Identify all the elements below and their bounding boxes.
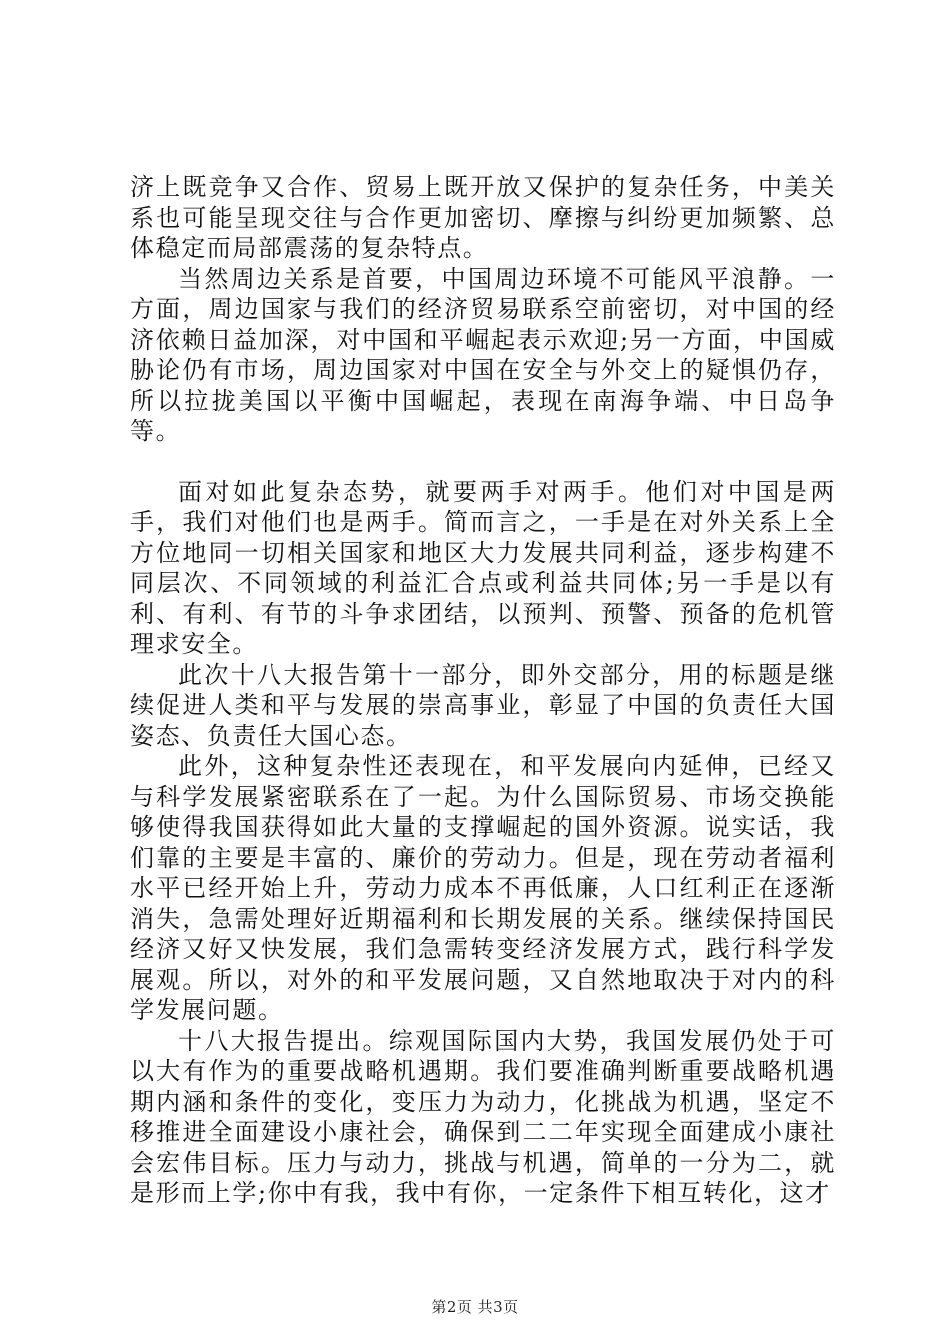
paragraph-6: 十八大报告提出。综观国际国内大势，我国发展仍处于可以大有作为的重要战略机遇期。我们要准确判断重要战略机遇期内涵和条件的变化，变压力为动力，化挑战为机遇，坚定不移推进全面建设小康社会，确保到二二年实现全面建成小康社会宏伟目标。压力与动力，挑战与机遇，简单的一分为二，就是形而上学;你中有我，我中有你，一定条件下相互转化，这才	[130, 1026, 836, 1207]
paragraph-5: 此外，这种复杂性还表现在，和平发展向内延伸，已经又与科学发展紧密联系在了一起。为什么国际贸易、市场交换能够使得我国获得如此大量的支撑崛起的国外资源。说实话，我们靠的主要是丰富的、廉价的劳动力。但是，现在劳动者福利水平已经开始上升，劳动力成本不再低廉，人口红利正在逐渐消失，急需处理好近期福利和长期发展的关系。继续保持国民经济又好又快发展，我们急需转变经济发展方式，践行科学发展观。所以，对外的和平发展问题，又自然地取决于对内的科学发展问题。	[130, 752, 836, 1024]
paragraph-2: 当然周边关系是首要，中国周边环境不可能风平浪静。一方面，周边国家与我们的经济贸易联系空前密切，对中国的经济依赖日益加深，对中国和平崛起表示欢迎;另一方面，中国威胁论仍有市场，周边国家对中国在安全与外交上的疑惧仍存，所以拉拢美国以平衡中国崛起，表现在南海争端、中日岛争等。	[130, 264, 836, 445]
paragraph-3: 面对如此复杂态势，就要两手对两手。他们对中国是两手，我们对他们也是两手。简而言之，一手是在对外关系上全方位地同一切相关国家和地区大力发展共同利益，逐步构建不同层次、不同领域的利益汇合点或利益共同体;另一手是以有利、有利、有节的斗争求团结，以预判、预警、预备的危机管理求安全。	[130, 477, 836, 658]
paragraph-1: 济上既竞争又合作、贸易上既开放又保护的复杂任务，中美关系也可能呈现交往与合作更加密切、摩擦与纠纷更加频繁、总体稳定而局部震荡的复杂特点。	[130, 173, 836, 262]
page-footer: 第2页 共3页	[431, 1298, 519, 1316]
document-body	[130, 172, 836, 1209]
paragraph-4: 此次十八大报告第十一部分，即外交部分，用的标题是继续促进人类和平与发展的崇高事业，彰显了中国的负责任大国姿态、负责任大国心态。	[130, 660, 836, 750]
